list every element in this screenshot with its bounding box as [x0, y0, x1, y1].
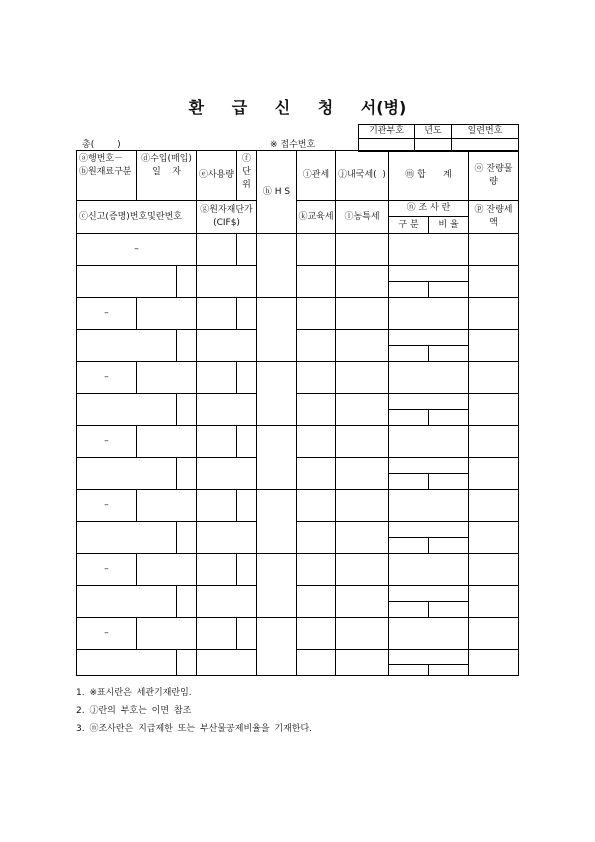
unit-price-cell — [197, 394, 257, 426]
customs-duty-header: ⓘ관세 — [297, 151, 336, 201]
rural-tax-cell — [336, 522, 389, 554]
remaining-quantity-cell — [469, 490, 519, 522]
education-tax-cell — [297, 394, 336, 426]
office-code-box — [358, 124, 519, 152]
customs-duty-cell — [297, 426, 336, 458]
inspection-ratio-header: 비 율 — [429, 217, 469, 234]
usage-cell — [197, 490, 237, 522]
year-header: 년도 — [415, 125, 452, 139]
inspection-cell — [389, 522, 469, 538]
inspection-ratio-cell — [429, 602, 469, 618]
education-tax-cell — [297, 586, 336, 618]
customs-duty-cell — [297, 298, 336, 330]
import-date-cell — [137, 298, 197, 330]
inspection-ratio-cell — [429, 410, 469, 426]
unit-price-cell — [197, 458, 257, 490]
inspection-cell — [389, 394, 469, 410]
education-tax-cell — [297, 266, 336, 298]
unit-cell — [237, 426, 257, 458]
hs-code-header: ⓗ H S — [257, 151, 297, 234]
footnote-3: 3. ⓝ조사란은 지급제한 또는 부산물공제비율을 기재한다. — [76, 724, 313, 734]
rural-tax-cell — [336, 458, 389, 490]
inspection-type-cell — [389, 282, 429, 298]
line-number-cell — [177, 266, 197, 298]
internal-tax-cell — [336, 362, 389, 394]
remaining-tax-cell — [469, 266, 519, 298]
material-type-header: ⓑ원재료구분 — [79, 167, 132, 177]
education-tax-header: ⓚ교육세 — [297, 201, 336, 234]
receipt-number-label: ※ 접수번호 — [270, 140, 316, 150]
inspection-ratio-cell — [429, 282, 469, 298]
inspection-cell — [389, 266, 469, 282]
remaining-tax-header: ⓟ 잔량세액 — [469, 201, 519, 234]
footnotes — [76, 684, 312, 738]
education-tax-cell — [297, 458, 336, 490]
row-number-cell: – — [77, 362, 137, 394]
inspection-type-cell — [389, 474, 429, 490]
import-date-header-line1: ⓓ수입(매입) — [141, 154, 192, 164]
customs-duty-cell — [297, 618, 336, 650]
record-sub-row — [77, 394, 519, 410]
rural-tax-cell — [336, 586, 389, 618]
unit-cell — [237, 554, 257, 586]
footnote-2: 2. ⓙ란의 부호는 이면 참조 — [76, 706, 192, 716]
rural-tax-cell — [336, 394, 389, 426]
inspection-cell — [389, 458, 469, 474]
remaining-quantity-cell — [469, 554, 519, 586]
total-amount-cell — [389, 490, 469, 522]
office-code-header-row — [359, 125, 519, 139]
remaining-quantity-cell — [469, 618, 519, 650]
inspection-ratio-cell — [429, 474, 469, 490]
inspection-ratio-cell — [429, 346, 469, 362]
line-number-cell — [177, 586, 197, 618]
total-count-label: 총( ) — [82, 140, 121, 150]
declaration-number-cell — [77, 266, 177, 298]
record-main-row — [77, 554, 519, 586]
internal-tax-cell — [336, 298, 389, 330]
declaration-number-cell — [77, 650, 177, 676]
remaining-quantity-cell — [469, 234, 519, 266]
remaining-tax-cell — [469, 650, 519, 676]
unit-cell — [237, 490, 257, 522]
remaining-quantity-cell — [469, 362, 519, 394]
unit-cell — [237, 298, 257, 330]
import-date-header-line2: 일 자 — [152, 167, 181, 177]
unit-price-cell — [197, 650, 257, 676]
inspection-type-cell — [389, 346, 429, 362]
unit-price-header-line2: (CIF$) — [213, 218, 240, 228]
row-number-cell: – — [77, 234, 197, 266]
footnote-1: 1. ※표시란은 세관기재란임. — [76, 688, 192, 698]
remaining-tax-cell — [469, 330, 519, 362]
record-sub-row — [77, 650, 519, 665]
customs-duty-cell — [297, 554, 336, 586]
rural-tax-header: ⓛ농특세 — [336, 201, 389, 234]
inspection-cell — [389, 650, 469, 665]
table-header — [77, 151, 519, 234]
unit-price-cell — [197, 266, 257, 298]
remaining-tax-cell — [469, 586, 519, 618]
record-main-row — [77, 234, 519, 266]
usage-cell — [197, 362, 237, 394]
line-number-cell — [177, 650, 197, 676]
import-date-header — [137, 151, 197, 201]
line-number-cell — [177, 458, 197, 490]
record-main-row — [77, 490, 519, 522]
row-number-header: ⓐ행번호－ — [79, 154, 124, 164]
refund-detail-table — [76, 150, 519, 676]
internal-tax-cell — [336, 554, 389, 586]
internal-tax-cell — [336, 234, 389, 266]
hs-code-cell — [257, 618, 297, 676]
import-date-cell — [137, 554, 197, 586]
inspection-type-cell — [389, 538, 429, 554]
total-amount-cell — [389, 554, 469, 586]
rural-tax-cell — [336, 650, 389, 676]
inspection-ratio-cell — [429, 538, 469, 554]
record-sub-row — [77, 330, 519, 346]
unit-price-header — [197, 201, 257, 234]
unit-price-header-line1: ⓖ원자재단가 — [200, 205, 253, 215]
total-amount-cell — [389, 426, 469, 458]
import-date-cell — [137, 426, 197, 458]
record-sub-row — [77, 266, 519, 282]
usage-header: ⓔ사용량 — [197, 151, 237, 201]
form-title: 환 급 신 청 서(병) — [188, 98, 407, 117]
hs-code-cell — [257, 490, 297, 554]
import-date-cell — [137, 490, 197, 522]
total-amount-header: ⓜ 합 계 — [389, 151, 469, 201]
import-date-cell — [137, 362, 197, 394]
unit-cell — [237, 362, 257, 394]
row-number-cell: – — [77, 426, 137, 458]
inspection-type-cell — [389, 410, 429, 426]
unit-price-cell — [197, 586, 257, 618]
unit-header: ⓕ단위 — [237, 151, 257, 201]
internal-tax-cell — [336, 426, 389, 458]
declaration-number-cell — [77, 394, 177, 426]
inspection-type-header: 구 분 — [389, 217, 429, 234]
row-number-material-header — [77, 151, 137, 201]
customs-duty-cell — [297, 490, 336, 522]
remaining-tax-cell — [469, 522, 519, 554]
rural-tax-cell — [336, 266, 389, 298]
line-number-cell — [177, 330, 197, 362]
serial-number-header: 일련번호 — [452, 125, 519, 139]
hs-code-cell — [257, 362, 297, 426]
table-body — [77, 234, 519, 676]
inspection-type-cell — [389, 602, 429, 618]
row-number-cell: – — [77, 298, 137, 330]
usage-cell — [197, 234, 237, 266]
record-main-row — [77, 362, 519, 394]
customs-duty-cell — [297, 362, 336, 394]
education-tax-cell — [297, 650, 336, 676]
record-main-row — [77, 426, 519, 458]
internal-tax-cell — [336, 618, 389, 650]
usage-cell — [197, 618, 237, 650]
inspection-header: ⓝ 조 사 란 — [389, 201, 469, 217]
unit-cell — [237, 234, 257, 266]
total-amount-cell — [389, 618, 469, 650]
agency-code-header: 기관부호 — [359, 125, 415, 139]
internal-tax-header: ⓙ내국세( ) — [336, 151, 389, 201]
hs-code-cell — [257, 234, 297, 298]
hs-code-cell — [257, 554, 297, 618]
remaining-quantity-cell — [469, 298, 519, 330]
declaration-number-cell — [77, 330, 177, 362]
declaration-number-header: ⓒ신고(증명)번호및란번호 — [77, 201, 197, 234]
unit-price-cell — [197, 522, 257, 554]
usage-cell — [197, 554, 237, 586]
internal-tax-cell — [336, 490, 389, 522]
row-number-cell: – — [77, 490, 137, 522]
record-sub-row — [77, 586, 519, 602]
total-amount-cell — [389, 234, 469, 266]
row-number-cell: – — [77, 554, 137, 586]
usage-cell — [197, 298, 237, 330]
header-row-main — [77, 151, 519, 201]
declaration-number-cell — [77, 586, 177, 618]
inspection-cell — [389, 586, 469, 602]
record-sub-row — [77, 458, 519, 474]
hs-code-cell — [257, 298, 297, 362]
total-amount-cell — [389, 298, 469, 330]
hs-code-cell — [257, 426, 297, 490]
inspection-ratio-cell — [429, 665, 469, 676]
unit-cell — [237, 618, 257, 650]
inspection-cell — [389, 330, 469, 346]
declaration-number-cell — [77, 522, 177, 554]
declaration-number-cell — [77, 458, 177, 490]
line-number-cell — [177, 522, 197, 554]
remaining-tax-cell — [469, 394, 519, 426]
inspection-type-cell — [389, 665, 429, 676]
rural-tax-cell — [336, 330, 389, 362]
import-date-cell — [137, 618, 197, 650]
record-main-row — [77, 618, 519, 650]
line-number-cell — [177, 394, 197, 426]
education-tax-cell — [297, 522, 336, 554]
education-tax-cell — [297, 330, 336, 362]
total-amount-cell — [389, 362, 469, 394]
header-row-sub — [77, 201, 519, 217]
usage-cell — [197, 426, 237, 458]
row-number-cell: – — [77, 618, 137, 650]
customs-duty-cell — [297, 234, 336, 266]
record-main-row — [77, 298, 519, 330]
record-sub-row — [77, 522, 519, 538]
unit-price-cell — [197, 330, 257, 362]
remaining-quantity-header: ⓞ 잔량물량 — [469, 151, 519, 201]
remaining-quantity-cell — [469, 426, 519, 458]
remaining-tax-cell — [469, 458, 519, 490]
